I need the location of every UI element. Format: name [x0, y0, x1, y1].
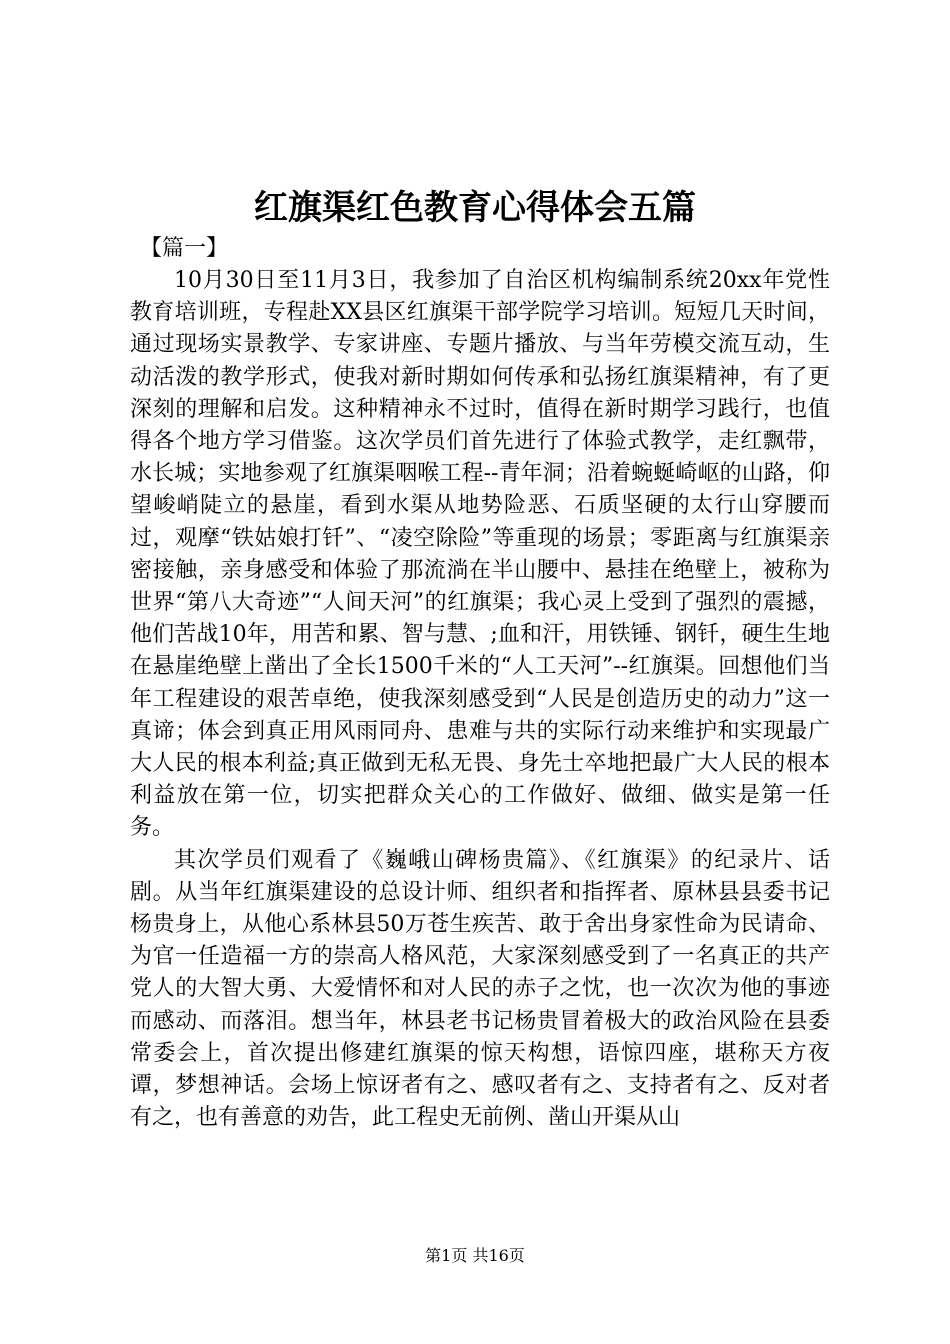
document-title: 红旗渠红色教育心得体会五篇: [254, 188, 696, 228]
section-heading: 【篇一】: [140, 236, 229, 261]
page-footer: 第1页 共16页: [425, 1246, 525, 1265]
document-body: [130, 265, 830, 1134]
paragraph-2: 其次学员们观看了《巍峨山碑杨贵篇》、《红旗渠》的纪录片、话剧。从当年红旗渠建设的总设计师、组织者和指挥者、原林县县委书记杨贵身上，从他心系林县50万苍生疾苦、敢于舍出身家性命为民请命、为官一任造福一方的崇高人格风范，大家深刻感受到了一名真正的共产党人的大智大勇、大爱情怀和对人民的赤子之忱，也一次次为他的事迹而感动、而落泪。想当年，林县老书记杨贵冒着极大的政治风险在县委常委会上，首次提出修建红旗渠的惊天构想，语惊四座，堪称天方夜谭，梦想神话。会场上惊讶者有之、感叹者有之、支持者有之、反对者有之，也有善意的劝告，此工程史无前例、凿山开渠从山: [130, 847, 830, 1131]
paragraph-1: 10月30日至11月3日，我参加了自治区机构编制系统20xx年党性教育培训班，专程赴XX县区红旗渠干部学院学习培训。短短几天时间，通过现场实景教学、专家讲座、专题片播放、与当年劳模交流互动，生动活泼的教学形式，使我对新时期如何传承和弘扬红旗渠精神，有了更深刻的理解和启发。这种精神永不过时，值得在新时期学习践行，也值得各个地方学习借鉴。这次学员们首先进行了体验式教学，走红飘带，水长城；实地参观了红旗渠咽喉工程--青年洞；沿着蜿蜒崎岖的山路，仰望峻峭陡立的悬崖，看到水渠从地势险恶、石质坚硬的太行山穿腰而过，观摩“铁姑娘打钎”、“凌空除险”等重现的场景；零距离与红旗渠亲密接触，亲身感受和体验了那流淌在半山腰中、悬挂在绝壁上，被称为世界“第八大奇迹”“人间天河”的红旗渠；我心灵上受到了强烈的震撼，他们苦战10年，用苦和累、智与慧、;血和汗，用铁锤、钢钎，硬生生地在悬崖绝壁上凿出了全长1500千米的“人工天河”--红旗渠。回想他们当年工程建设的艰苦卓绝，使我深刻感受到“人民是创造历史的动力”这一真谛；体会到真正用风雨同舟、患难与共的实际行动来维护和实现最广大人民的根本利益;真正做到无私无畏、身先士卒地把最广大人民的根本利益放在第一位，切实把群众关心的工作做好、做细、做实是第一任务。: [130, 268, 830, 841]
